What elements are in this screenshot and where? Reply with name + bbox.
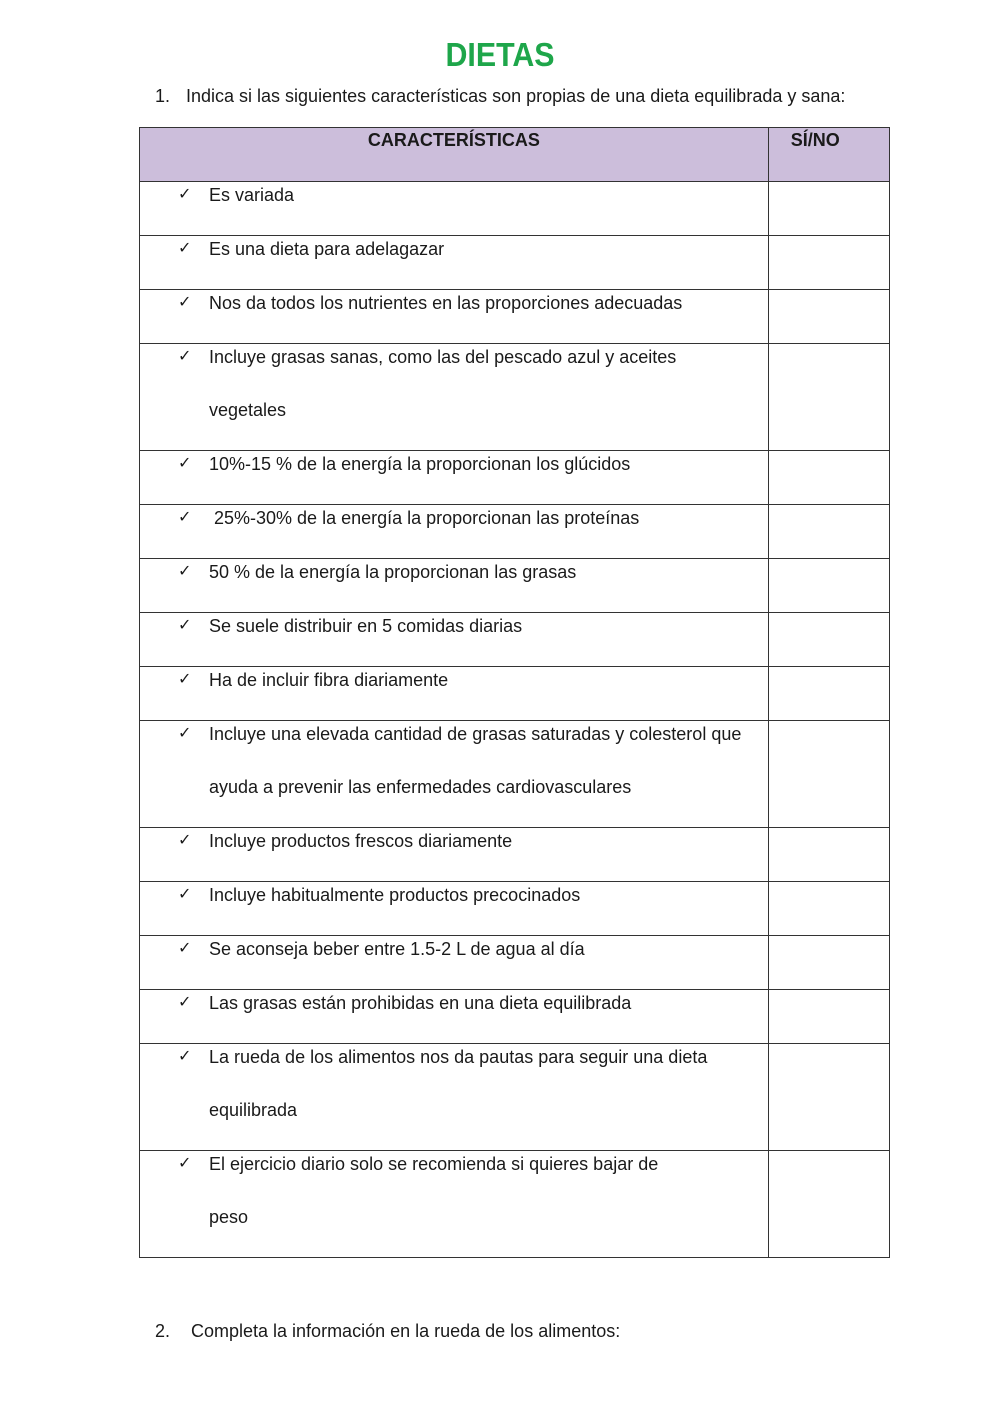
checkmark-icon: ✓ — [178, 1155, 192, 1172]
characteristic-text: Incluye habitualmente productos precocinados — [209, 885, 581, 905]
answer-cell[interactable] — [768, 451, 889, 505]
characteristic-text-continued: vegetales — [209, 400, 287, 420]
characteristic-cell — [140, 1151, 769, 1258]
characteristic-cell — [140, 236, 769, 290]
answer-cell[interactable] — [768, 1044, 889, 1151]
answer-cell[interactable] — [768, 882, 889, 936]
characteristics-table — [139, 127, 890, 1258]
characteristic-cell — [140, 182, 769, 236]
table-row — [140, 936, 890, 990]
table-row — [140, 451, 890, 505]
answer-cell[interactable] — [768, 613, 889, 667]
checkmark-icon: ✓ — [178, 1048, 192, 1065]
characteristic-text-continued: peso — [209, 1207, 249, 1227]
characteristic-text: Se aconseja beber entre 1.5-2 L de agua al día — [209, 939, 585, 959]
question-2-text: Completa la información en la rueda de los alimentos: — [191, 1321, 621, 1341]
checkmark-icon: ✓ — [178, 509, 192, 526]
checkmark-icon: ✓ — [178, 186, 192, 203]
characteristic-cell — [140, 451, 769, 505]
checkmark-icon: ✓ — [178, 725, 192, 742]
characteristic-text: Nos da todos los nutrientes en las proporciones adecuadas — [209, 293, 683, 313]
characteristic-cell — [140, 1044, 769, 1151]
characteristic-text: Es una dieta para adelagazar — [209, 239, 445, 259]
table-row — [140, 236, 890, 290]
characteristic-text: Las grasas están prohibidas en una dieta equilibrada — [209, 993, 632, 1013]
characteristic-cell — [140, 667, 769, 721]
checkmark-icon: ✓ — [178, 348, 192, 365]
checkmark-icon: ✓ — [178, 617, 192, 634]
table-row — [140, 882, 890, 936]
page-title: DIETAS — [445, 36, 555, 73]
characteristic-text: Incluye productos frescos diariamente — [209, 831, 513, 851]
answer-cell[interactable] — [768, 344, 889, 451]
answer-cell[interactable] — [768, 721, 889, 828]
answer-cell[interactable] — [768, 990, 889, 1044]
characteristic-text: Es variada — [209, 185, 295, 205]
checkmark-icon: ✓ — [178, 832, 192, 849]
characteristic-text: Incluye una elevada cantidad de grasas saturadas y colesterol que — [209, 724, 742, 744]
characteristic-text: 50 % de la energía la proporcionan las grasas — [209, 562, 577, 582]
characteristic-cell — [140, 290, 769, 344]
header-characteristics: CARACTERÍSTICAS — [140, 128, 769, 182]
characteristic-cell — [140, 344, 769, 451]
characteristic-cell — [140, 990, 769, 1044]
answer-cell[interactable] — [768, 1151, 889, 1258]
table-row — [140, 613, 890, 667]
checkmark-icon: ✓ — [178, 294, 192, 311]
characteristic-text: 10%-15 % de la energía la proporcionan los glúcidos — [209, 454, 631, 474]
characteristic-cell — [140, 721, 769, 828]
answer-cell[interactable] — [768, 936, 889, 990]
table-row — [140, 990, 890, 1044]
table-row — [140, 721, 890, 828]
table-row — [140, 559, 890, 613]
characteristic-cell — [140, 613, 769, 667]
characteristic-cell — [140, 559, 769, 613]
question-1-number: 1. — [155, 86, 171, 106]
table-header-row — [140, 128, 890, 182]
table-row — [140, 1151, 890, 1258]
characteristic-text: Ha de incluir fibra diariamente — [209, 670, 449, 690]
checkmark-icon: ✓ — [178, 455, 192, 472]
characteristic-cell — [140, 936, 769, 990]
characteristic-cell — [140, 828, 769, 882]
answer-cell[interactable] — [768, 559, 889, 613]
characteristic-text: 25%-30% de la energía la proporcionan las proteínas — [209, 508, 640, 528]
characteristic-cell — [140, 505, 769, 559]
answer-cell[interactable] — [768, 828, 889, 882]
question-2-number: 2. — [155, 1321, 171, 1341]
answer-cell[interactable] — [768, 505, 889, 559]
characteristic-text-continued: ayuda a prevenir las enfermedades cardiovasculares — [209, 777, 632, 797]
characteristic-text: El ejercicio diario solo se recomienda si quieres bajar de — [209, 1154, 659, 1174]
question-1-text: Indica si las siguientes características son propias de una dieta equilibrada y sana: — [186, 86, 846, 106]
answer-cell[interactable] — [768, 182, 889, 236]
answer-cell[interactable] — [768, 236, 889, 290]
table-row — [140, 182, 890, 236]
table-row — [140, 344, 890, 451]
checkmark-icon: ✓ — [178, 940, 192, 957]
characteristic-text-continued: equilibrada — [209, 1100, 298, 1120]
answer-cell[interactable] — [768, 290, 889, 344]
table-row — [140, 505, 890, 559]
question-2 — [155, 1321, 620, 1342]
table-row — [140, 290, 890, 344]
checkmark-icon: ✓ — [178, 240, 192, 257]
table-row — [140, 667, 890, 721]
characteristic-text: Se suele distribuir en 5 comidas diarias — [209, 616, 523, 636]
header-answer: SÍ/NO — [768, 128, 889, 182]
checkmark-icon: ✓ — [178, 886, 192, 903]
checkmark-icon: ✓ — [178, 671, 192, 688]
table-row — [140, 1044, 890, 1151]
answer-cell[interactable] — [768, 667, 889, 721]
characteristic-cell — [140, 882, 769, 936]
characteristic-text: Incluye grasas sanas, como las del pescado azul y aceites — [209, 347, 677, 367]
checkmark-icon: ✓ — [178, 994, 192, 1011]
question-1 — [155, 86, 845, 107]
checkmark-icon: ✓ — [178, 563, 192, 580]
characteristic-text: La rueda de los alimentos nos da pautas para seguir una dieta — [209, 1047, 708, 1067]
table-row — [140, 828, 890, 882]
